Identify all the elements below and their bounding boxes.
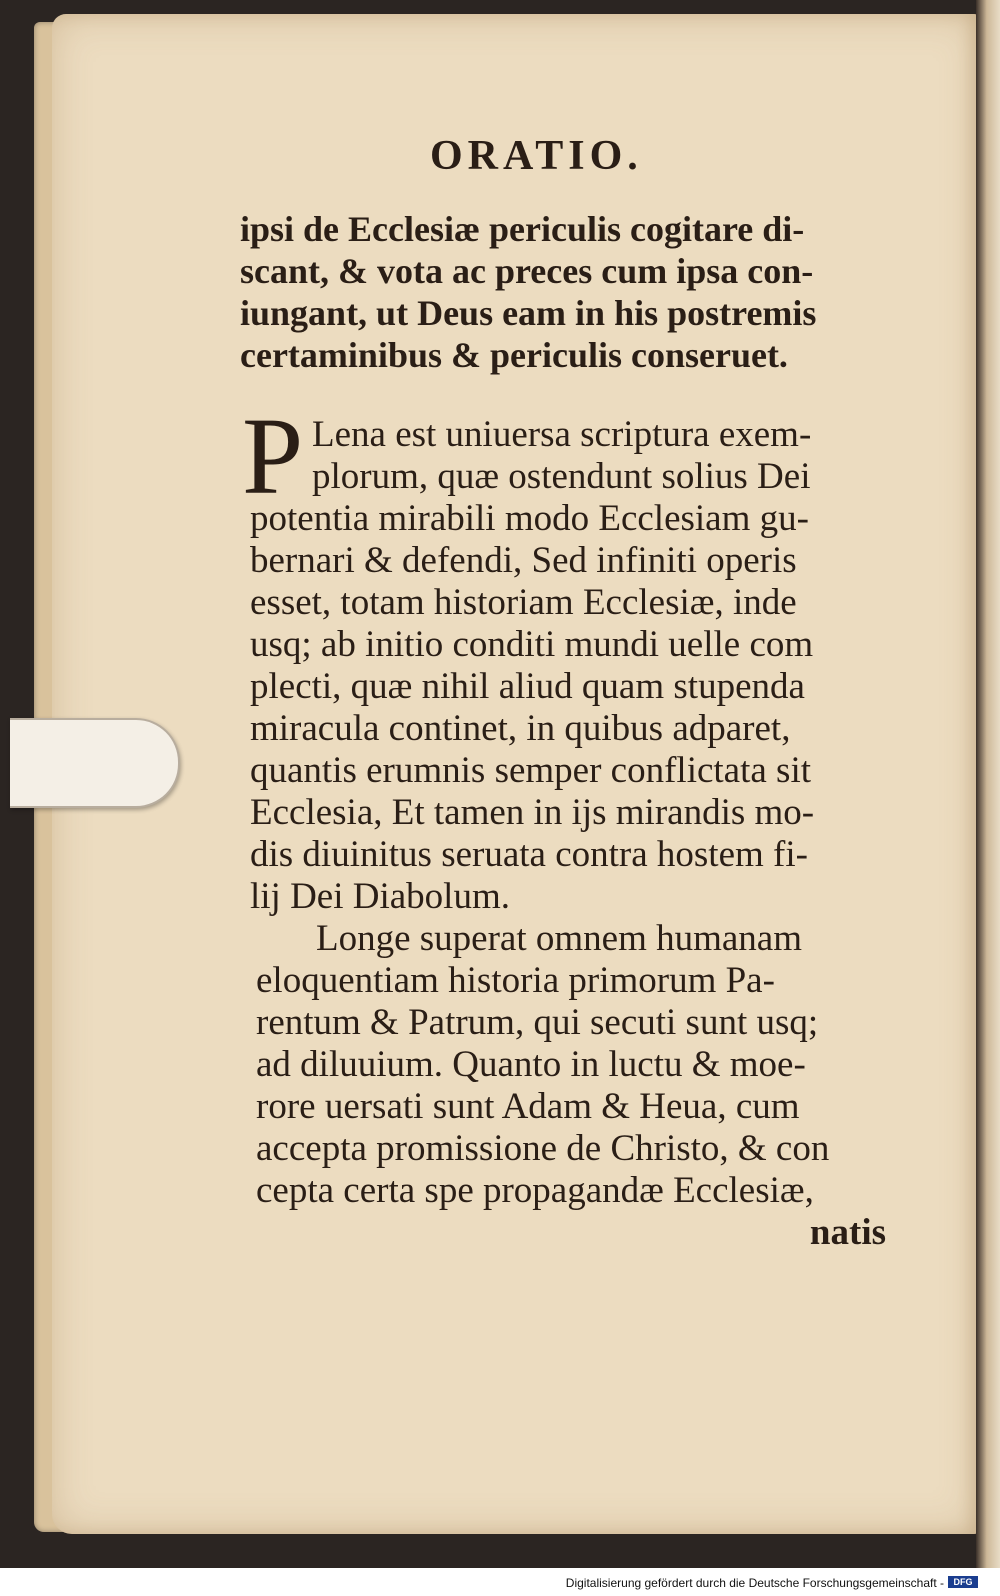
paragraph-2 <box>256 918 886 1254</box>
text-line: quantis erumnis semper conflictata sit <box>250 750 812 791</box>
paragraph-1 <box>250 414 880 918</box>
drop-cap: P <box>242 395 304 517</box>
funding-credit: Digitalisierung gefördert durch die Deutsche Forschungsgemeinschaft - <box>565 1576 944 1590</box>
page-heading: ORATIO. <box>430 133 643 179</box>
text-line: miracula continet, in quibus adparet, <box>250 708 791 749</box>
text-line: dis diuinitus seruata contra hostem fi- <box>250 834 808 875</box>
text-line: eloquentiam historia primorum Pa- <box>256 960 775 1001</box>
text-line: accepta promissione de Christo, & con <box>256 1128 830 1169</box>
footer-bar <box>0 1568 1000 1596</box>
text-line: certaminibus & periculis conseruet. <box>240 335 788 375</box>
text-line: Ecclesia, Et tamen in ijs mirandis mo- <box>250 792 815 833</box>
text-line: Lena est uniuersa scriptura exem- <box>312 414 812 455</box>
text-line: ipsi de Ecclesiæ periculis cogitare di- <box>240 209 805 249</box>
text-line: esset, totam historiam Ecclesiæ, inde <box>250 582 797 623</box>
facing-page-edge <box>976 0 1000 1568</box>
text-line: ad diluuium. Quanto in luctu & moe- <box>256 1044 806 1085</box>
text-line: cepta certa spe propagandæ Ecclesiæ, <box>256 1170 814 1211</box>
text-line: usq; ab initio conditi mundi uelle com <box>250 624 814 665</box>
text-line: scant, & vota ac preces cum ipsa con- <box>240 251 814 291</box>
text-line: Longe superat omnem humanam <box>316 918 803 959</box>
intro-text <box>240 208 880 376</box>
text-line: rore uersati sunt Adam & Heua, cum <box>256 1086 800 1127</box>
paper-bookmark <box>10 718 180 808</box>
catchword: natis <box>809 1212 886 1253</box>
text-line: bernari & defendi, Sed infiniti operis <box>250 540 797 581</box>
text-line: iungant, ut Deus eam in his postremis <box>240 293 817 333</box>
text-line: plecti, quæ nihil aliud quam stupenda <box>250 666 805 707</box>
text-line: potentia mirabili modo Ecclesiam gu- <box>250 498 809 539</box>
text-line: rentum & Patrum, qui secuti sunt usq; <box>256 1002 819 1043</box>
text-line: plorum, quæ ostendunt solius Dei <box>312 456 811 497</box>
dfg-logo-icon: DFG <box>948 1576 978 1588</box>
text-line: lij Dei Diabolum. <box>250 876 510 917</box>
